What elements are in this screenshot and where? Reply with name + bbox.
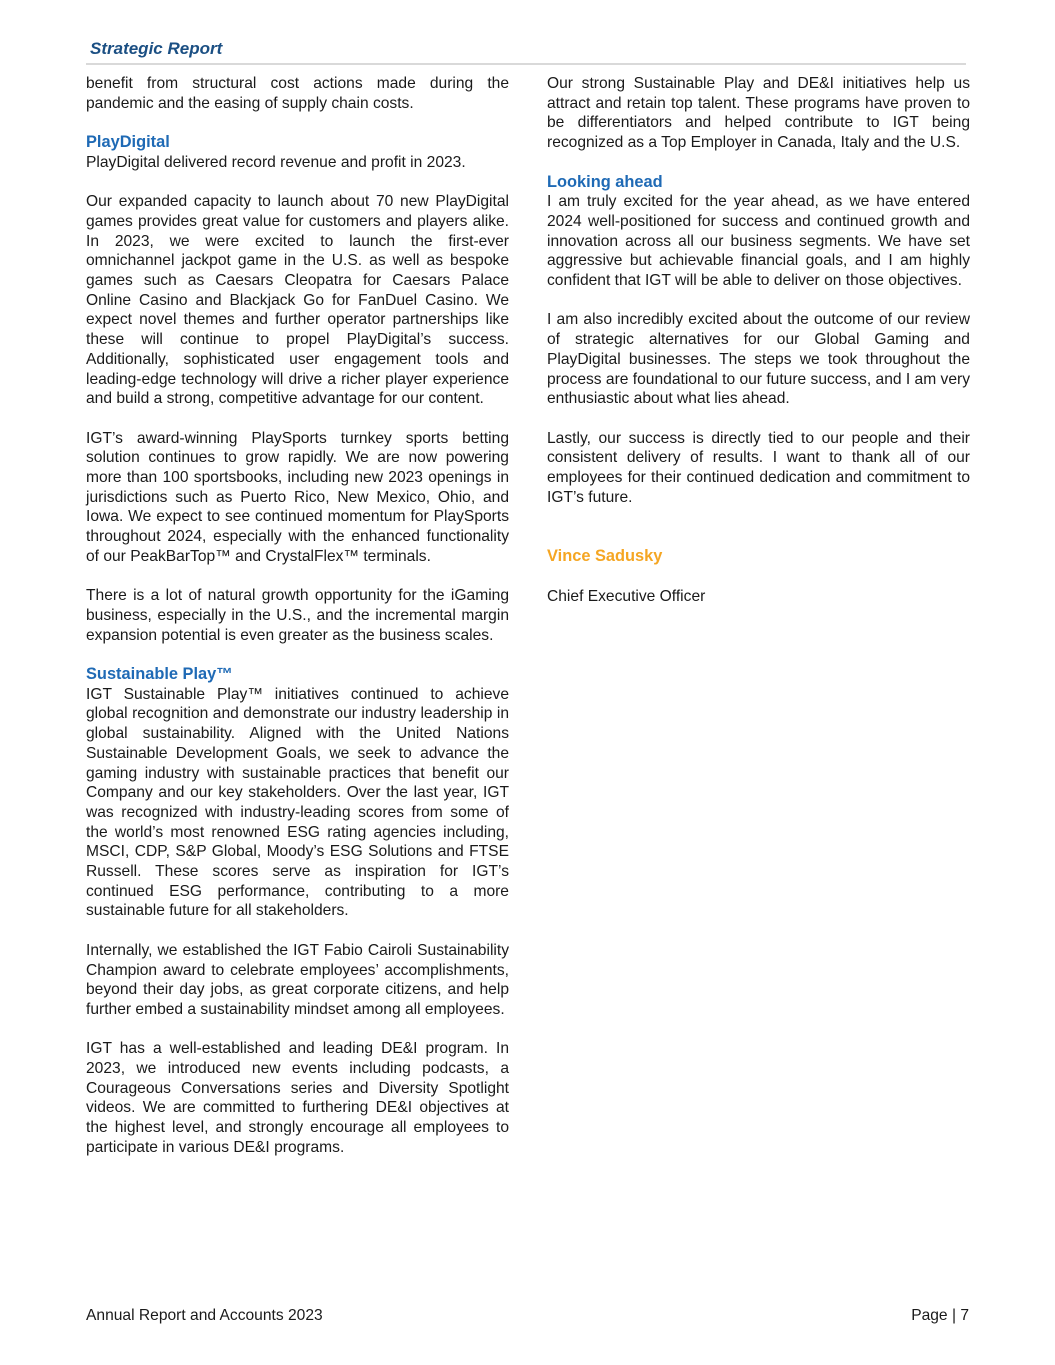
footer-report-title: Annual Report and Accounts 2023 [86,1307,323,1324]
section-header: Strategic Report [90,39,223,58]
left-column [86,74,509,1177]
signature-name: Vince Sadusky [547,547,663,566]
talent-paragraph: Our strong Sustainable Play and DE&I initiatives help us attract and retain top talent. These programs have proven to be differentiators and helped contribute to IGT being recognized as a Top Employer in Canada, Italy and the U.S. [547,75,970,152]
playdigital-paragraph-1: PlayDigital delivered record revenue and profit in 2023. [86,153,466,171]
footer-page-number: Page | 7 [911,1307,969,1324]
signature-spacer [547,527,970,547]
playdigital-paragraph-4: There is a lot of natural growth opportunity for the iGaming business, especially in the U.S., and the incremental margin expansion potential is even greater as the business scales. [86,587,509,644]
looking-ahead-heading: Looking ahead [547,172,663,191]
sustainable-play-heading: Sustainable Play™ [86,665,233,684]
looking-ahead-paragraph-2: I am also incredibly excited about the outcome of our review of strategic alternatives for our Global Gaming and PlayDigital businesses. The steps we took throughout the process are foundational to our future success, and I am very enthusiastic about what lies ahead. [547,311,970,408]
sustainable-play-paragraph-2: Internally, we established the IGT Fabio Cairoli Sustainability Champion award to celebrate employees’ accomplishments, beyond their day jobs, as great corporate citizens, and help further embed a sustainability mindset among all employees. [86,941,509,1018]
playdigital-paragraph-3: IGT’s award-winning PlaySports turnkey sports betting solution continues to grow rapidly. We are now powering more than 100 sportsbooks, including new 2023 openings in jurisdictions such as Puerto Rico, New Mexico, Ohio, and Iowa. We expect to see continued momentum for PlaySports throughout 2024, especially with the enhanced functionality of our PeakBarTop™ and CrystalFlex™ terminals. [86,429,509,565]
sustainable-play-paragraph-1: IGT Sustainable Play™ initiatives continued to achieve global recognition and demonstrate our industry leadership in global sustainability. Aligned with the United Nations Sustainable Development Goals, we seek to advance the gaming industry with sustainable practices that benefit our Company and our key stakeholders. Over the last year, IGT was recognized with industry-leading scores from some of the world’s most renowned ESG rating agencies including, MSCI, CDP, S&P Global, Moody’s ESG Solutions and FTSE Russell. These scores serve as inspiration for IGT’s continued ESG performance, contributing to a more sustainable future for all stakeholders. [86,685,509,920]
looking-ahead-paragraph-3: Lastly, our success is directly tied to our people and their consistent delivery of results. I want to thank all of our employees for their continued dedication and commitment to IGT’s future. [547,429,970,506]
playdigital-paragraph-2: Our expanded capacity to launch about 70 new PlayDigital games provides great value for customers and players alike. In 2023, we were excited to launch the first-ever omnichannel jackpot game in the U.S. as well as bespoke games such as Caesars Cleopatra for Caesars Palace Online Casino and Blackjack Go for FanDuel Casino. We expect novel themes and further operator partnerships like these will continue to propel PlayDigital’s success. Additionally, sophisticated user engagement tools and leading-edge technology will drive a richer player experience and build a strong, competitive advantage for our content. [86,193,509,408]
right-column [547,74,970,626]
header-divider [86,63,966,65]
signature-title: Chief Executive Officer [547,587,706,605]
playdigital-heading: PlayDigital [86,133,170,152]
looking-ahead-paragraph-1: I am truly excited for the year ahead, as we have entered 2024 well-positioned for success and continued growth and innovation across all our business segments. We have set aggressive but achievable financial goals, and I am highly confident that IGT will be able to deliver on those objectives. [547,193,970,290]
sustainable-play-paragraph-3: IGT has a well-established and leading DE&I program. In 2023, we introduced new events including podcasts, a Courageous Conversations series and Diversity Spotlight videos. We are committed to furthering DE&I objectives at the highest level, and strongly encourage all employees to participate in various DE&I programs. [86,1040,509,1156]
intro-paragraph: benefit from structural cost actions made during the pandemic and the easing of supply chain costs. [86,75,509,112]
